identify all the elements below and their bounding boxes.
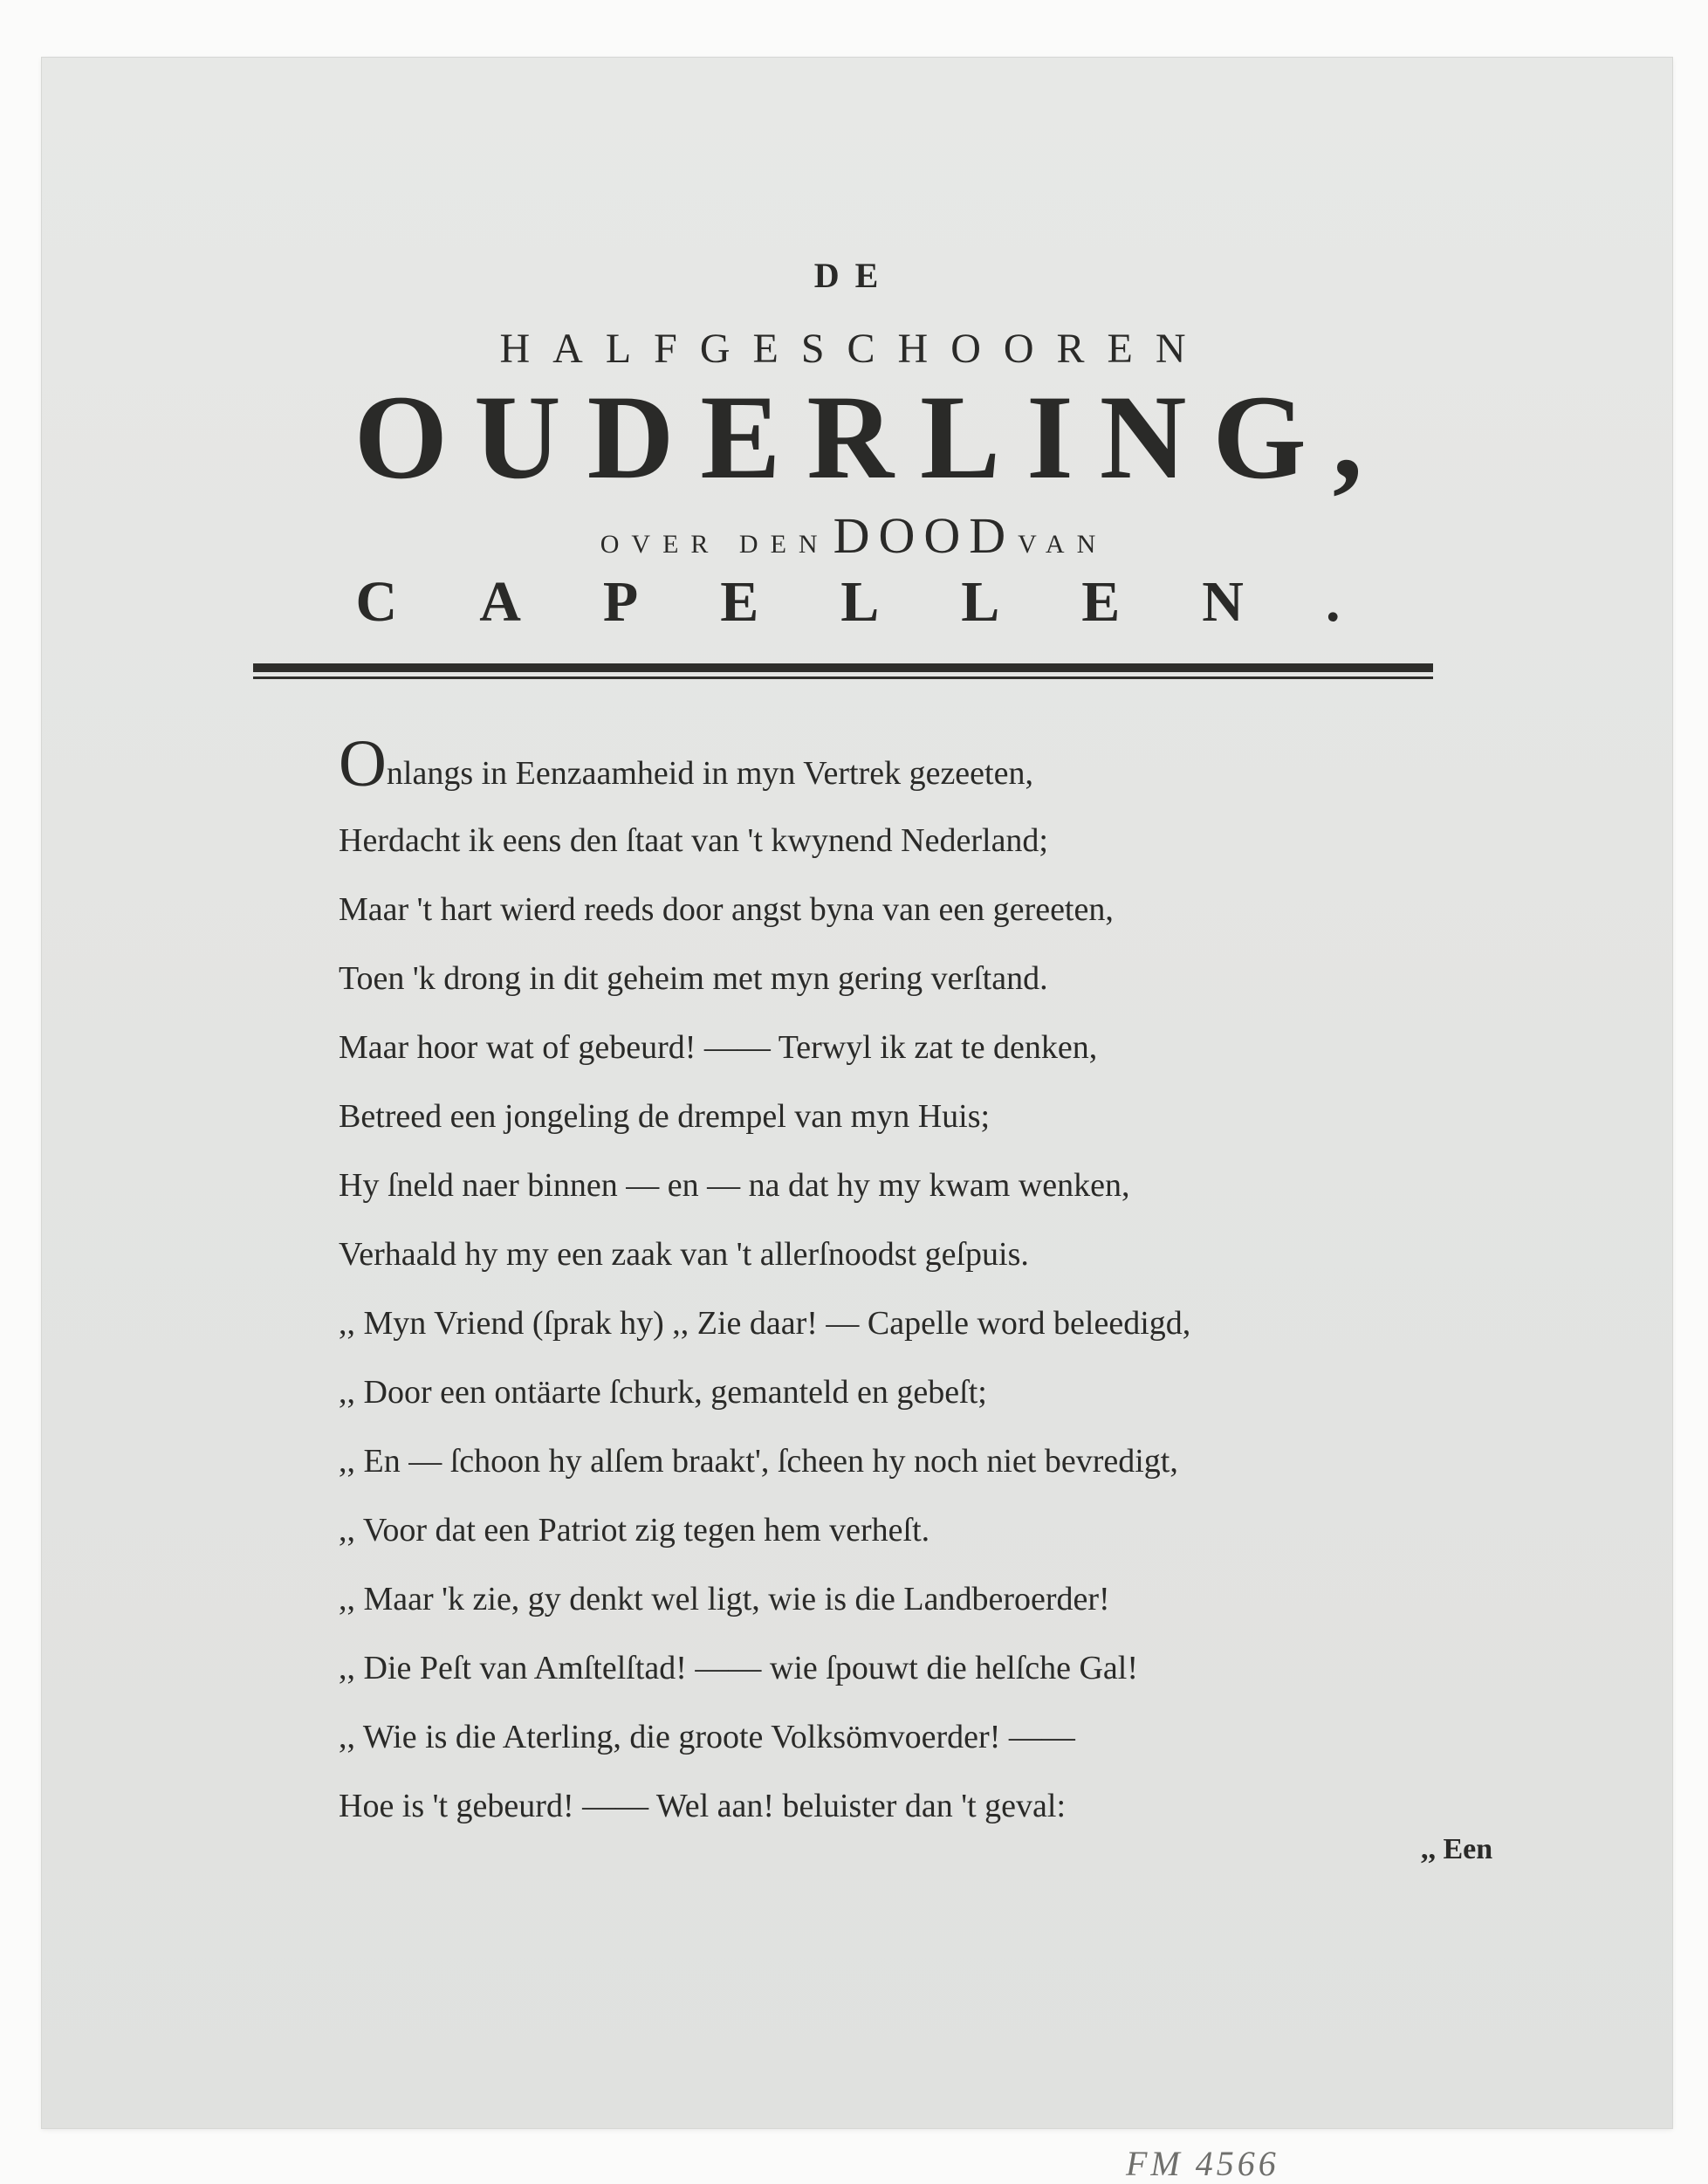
poem-line: ,, Door een ontäarte ſchurk, gemanteld en gebeſt;	[339, 1374, 987, 1411]
title-over-den: OVER DEN	[600, 530, 830, 559]
inventory-mark: FM 4566	[1126, 2144, 1279, 2183]
title-rule-thick	[253, 663, 1433, 672]
poem-line: Maar 't hart wierd reeds door angst byna van een gereeten,	[339, 891, 1114, 928]
poem-line: Betreed een jongeling de drempel van myn Huis;	[339, 1098, 991, 1135]
title-de: DE	[813, 256, 895, 295]
poem-line: ,, Wie is die Aterling, die groote Volksömvoerder! ——	[339, 1719, 1075, 1755]
poem-body	[339, 727, 1473, 1841]
title-over-den-dood-van	[0, 506, 1708, 565]
title-dood: DOOD	[833, 507, 1015, 564]
poem-line: Hoe is 't gebeurd! —— Wel aan! beluister dan 't geval:	[339, 1788, 1067, 1824]
poem-line: Verhaald hy my een zaak van 't allerſnoodst geſpuis.	[339, 1236, 1029, 1273]
poem-line: ,, Voor dat een Patriot zig tegen hem verheſt.	[339, 1512, 930, 1549]
poem-line: Hy ſneld naer binnen — en — na dat hy my kwam wenken,	[339, 1167, 1130, 1204]
poem-line: ,, Maar 'k zie, gy denkt wel ligt, wie is die Landberoerder!	[339, 1581, 1110, 1617]
poem-line-1	[339, 727, 1473, 807]
title-rule-thin	[253, 676, 1433, 679]
title-ouderling: OUDERLING,	[353, 370, 1389, 504]
title-capellen: CAPELLEN.	[355, 570, 1423, 634]
poem-line: ,, Die Peſt van Amſtelſtad! —— wie ſpouwt die helſche Gal!	[339, 1650, 1139, 1686]
poem-line: Herdacht ik eens den ſtaat van 't kwynend Nederland;	[339, 822, 1048, 859]
drop-cap: O	[339, 727, 387, 800]
poem-line: ,, Myn Vriend (ſprak hy) ,, Zie daar! — Capelle word beleedigd,	[339, 1305, 1191, 1342]
poem-line: Maar hoor wat of gebeurd! —— Terwyl ik zat te denken,	[339, 1029, 1098, 1066]
poem-line-1-text: nlangs in Eenzaamheid in myn Vertrek gezeeten,	[386, 755, 1033, 792]
poem-line: ,, En — ſchoon hy alſem braakt', ſcheen hy noch niet bevredigt,	[339, 1443, 1178, 1480]
poem-line: Toen 'k drong in dit geheim met myn gering verſtand.	[339, 960, 1048, 997]
title-van: VAN	[1018, 530, 1108, 559]
title-halfgeschooren: HALFGESCHOOREN	[499, 326, 1209, 372]
catchword: ,, Een	[1421, 1833, 1493, 1865]
